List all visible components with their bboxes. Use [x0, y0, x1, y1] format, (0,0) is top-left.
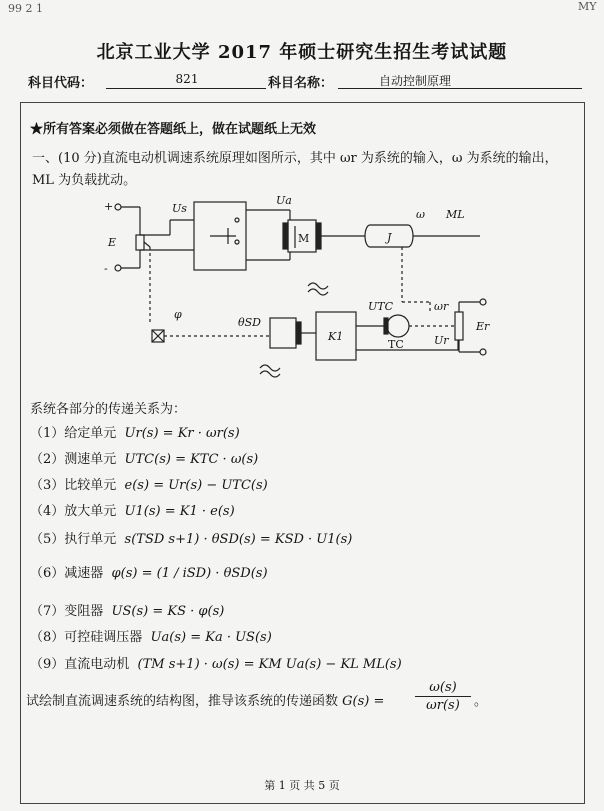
label-Er: Er: [476, 320, 490, 333]
relation-row: [30, 500, 235, 519]
relation-row: [30, 474, 268, 493]
relation-row: [30, 562, 268, 581]
page-footer: 第 1 页 共 5 页: [264, 779, 340, 792]
relation-formula: US(s) = KS · φ(s): [111, 604, 225, 619]
relation-row: [30, 653, 402, 672]
label-M: M: [298, 232, 310, 245]
label-Utc: UTC: [368, 300, 394, 313]
task-end: 。: [474, 694, 488, 709]
subject-code: 821: [175, 72, 199, 86]
subject-name-label: 科目名称：: [268, 76, 334, 91]
task-fraction: [415, 680, 471, 713]
relation-formula: U1(s) = K1 · e(s): [124, 504, 235, 519]
label-K1: K1: [328, 330, 344, 343]
potentiometer-E: [136, 235, 144, 250]
relation-label: （3）比较单元: [30, 478, 117, 493]
label-Ur: Ur: [434, 334, 449, 347]
relation-row: [30, 600, 224, 619]
label-TC: TC: [388, 338, 404, 351]
relation-label: （7）变阻器: [30, 604, 104, 619]
subject-code-underline: [106, 88, 266, 89]
label-ML: ML: [446, 208, 465, 221]
label-J: J: [387, 231, 392, 244]
label-omega-r: ωr: [434, 300, 449, 313]
plus-terminal: [115, 204, 121, 210]
relation-formula: UTC(s) = KTC · ω(s): [124, 452, 259, 467]
relation-row: [30, 626, 272, 645]
relations-heading: 系统各部分的传递关系为：: [30, 402, 187, 417]
label-omega: ω: [416, 208, 425, 221]
relation-formula: φ(s) = (1 / iSD) · θSD(s): [111, 566, 268, 581]
relation-label: （9）直流电动机: [30, 657, 130, 672]
potentiometer-Er: [455, 312, 463, 340]
relation-label: （2）测速单元: [30, 452, 117, 467]
task-denominator: ωr(s): [426, 698, 460, 713]
relation-label: （4）放大单元: [30, 504, 117, 519]
label-minus: -: [104, 262, 108, 275]
corner-mark-right: MY: [578, 0, 597, 13]
relation-formula: Ur(s) = Kr · ωr(s): [124, 426, 240, 441]
task-text: 试绘制直流调速系统的结构图，推导该系统的传递函数: [26, 694, 339, 709]
relation-label: （5）执行单元: [30, 532, 117, 547]
subject-code-label: 科目代码：: [28, 76, 94, 91]
relation-row: [30, 422, 240, 441]
corner-mark-left: 99 2 1: [8, 2, 43, 15]
label-plus: +: [104, 200, 114, 213]
relation-formula: Ua(s) = Ka · US(s): [150, 630, 272, 645]
relation-label: （8）可控硅调压器: [30, 630, 143, 645]
label-E: E: [108, 236, 117, 249]
relation-row: [30, 448, 258, 467]
subject-name: 自动控制原理: [378, 74, 451, 88]
relation-label: （6）减速器: [30, 566, 104, 581]
question-1-line-2: ML 为负载扰动。: [32, 173, 137, 188]
page-title: 北京工业大学 2017 年硕士研究生招生考试试题: [96, 42, 508, 63]
servo-motor: [270, 318, 296, 348]
question-1-line-1: 一、(10 分)直流电动机调速系统原理如图所示，其中 ωr 为系统的输入，ω 为系统的输出，: [32, 151, 558, 166]
relation-row: [30, 528, 352, 547]
minus-terminal: [115, 265, 121, 271]
label-Us: Us: [172, 202, 187, 215]
relation-formula: (TM s+1) · ω(s) = KM Ua(s) − KL ML(s): [137, 657, 402, 672]
circuit-diagram: [90, 190, 520, 390]
relation-label: （1）给定单元: [30, 426, 117, 441]
subject-name-underline: [338, 88, 582, 89]
relation-formula: s(TSD s+1) · θSD(s) = KSD · U1(s): [124, 532, 353, 547]
label-phi: φ: [174, 308, 182, 321]
notice: ★所有答案必须做在答题纸上，做在试题纸上无效: [30, 122, 317, 137]
label-theta-sd: θSD: [238, 316, 261, 329]
label-Ua: Ua: [276, 194, 292, 207]
tachometer: [387, 315, 409, 337]
task-numerator: ω(s): [415, 680, 471, 697]
relation-formula: e(s) = Ur(s) − UTC(s): [124, 478, 268, 493]
task-formula: G(s) =: [342, 694, 385, 709]
task-line: [26, 690, 384, 709]
